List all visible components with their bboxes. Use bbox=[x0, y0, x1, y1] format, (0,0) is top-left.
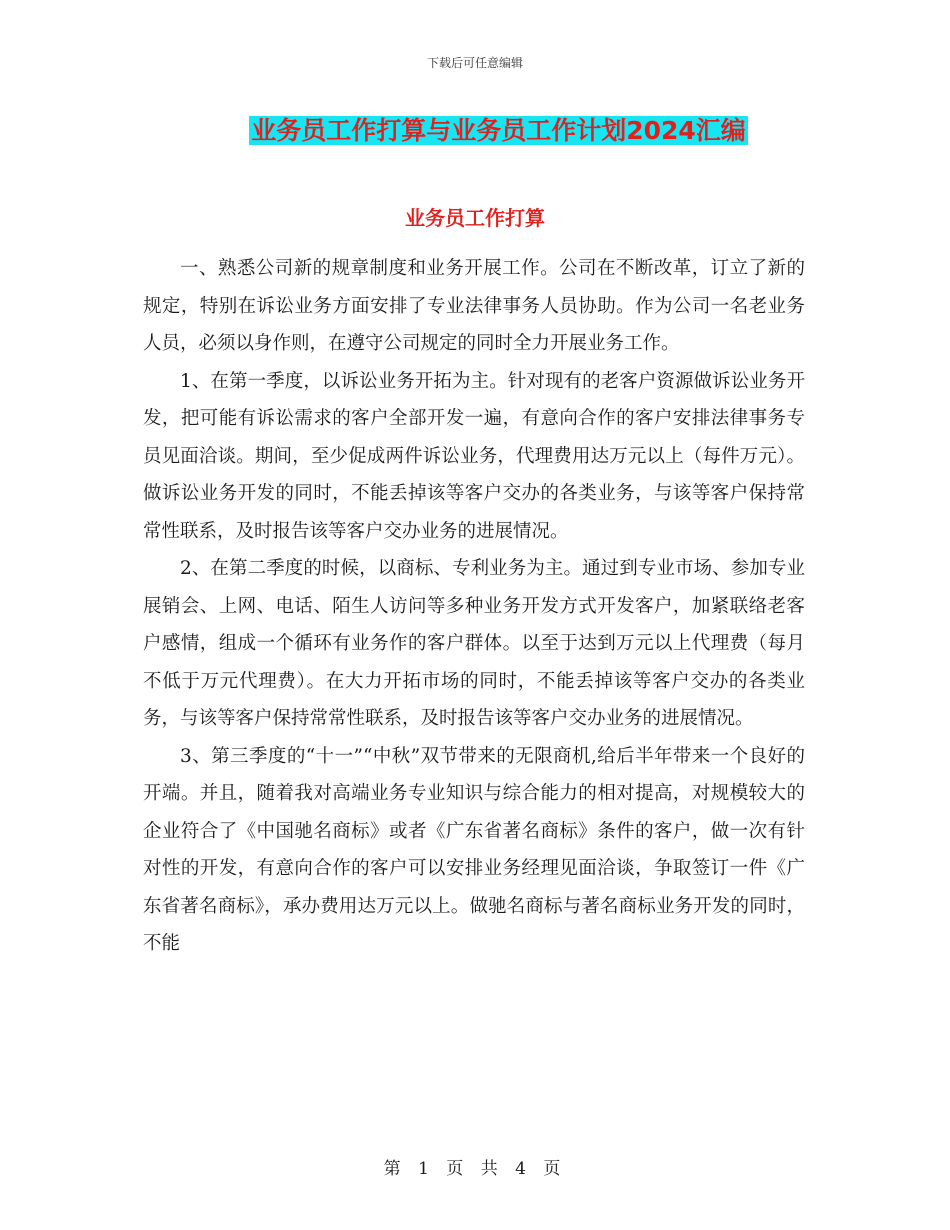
header-note: 下载后可任意编辑 bbox=[426, 56, 523, 70]
page-number-footer: 第 1 页 共 4 页 bbox=[383, 1159, 567, 1179]
document-title bbox=[0, 114, 950, 148]
paragraph: 3、第三季度的“十一”“中秋”双节带来的无限商机,给后半年带来一个良好的开端。并且，随着我对高端业务专业知识与综合能力的相对提高，对规模较大的企业符合了《中国驰名商标》或者《广东省著名商标》条件的客户，做一次有针对性的开发，有意向合作的客户可以安排业务经理见面洽谈，争取签订一件《广东省著名商标》，承办费用达万元以上。做驰名商标与著名商标业务开发的同时，不能 bbox=[143, 745, 805, 954]
paragraph: 2、在第二季度的时候，以商标、专利业务为主。通过到专业市场、参加专业展销会、上网、电话、陌生人访问等多种业务开发方式开发客户，加紧联络老客户感情，组成一个循环有业务作的客户群体。以至于达到万元以上代理费（每月不低于万元代理费）。在大力开拓市场的同时，不能丢掉该等客户交办的各类业务，与该等客户保持常常性联系，及时报告该等客户交办业务的进展情况。 bbox=[143, 558, 805, 729]
document-body bbox=[143, 250, 805, 963]
document-title-text: 业务员工作打算与业务员工作计划2024汇编 bbox=[251, 116, 746, 145]
section-title: 业务员工作打算 bbox=[405, 206, 545, 230]
paragraph: 一、熟悉公司新的规章制度和业务开展工作。公司在不断改革，订立了新的规定，特别在诉讼业务方面安排了专业法律事务人员协助。作为公司一名老业务人员，必须以身作则，在遵守公司规定的同时全力开展业务工作。 bbox=[143, 258, 805, 354]
paragraph: 1、在第一季度，以诉讼业务开拓为主。针对现有的老客户资源做诉讼业务开发，把可能有诉讼需求的客户全部开发一遍，有意向合作的客户安排法律事务专员见面洽谈。期间，至少促成两件诉讼业务，代理费用达万元以上（每件万元）。做诉讼业务开发的同时，不能丢掉该等客户交办的各类业务，与该等客户保持常常性联系，及时报告该等客户交办业务的进展情况。 bbox=[143, 370, 805, 542]
